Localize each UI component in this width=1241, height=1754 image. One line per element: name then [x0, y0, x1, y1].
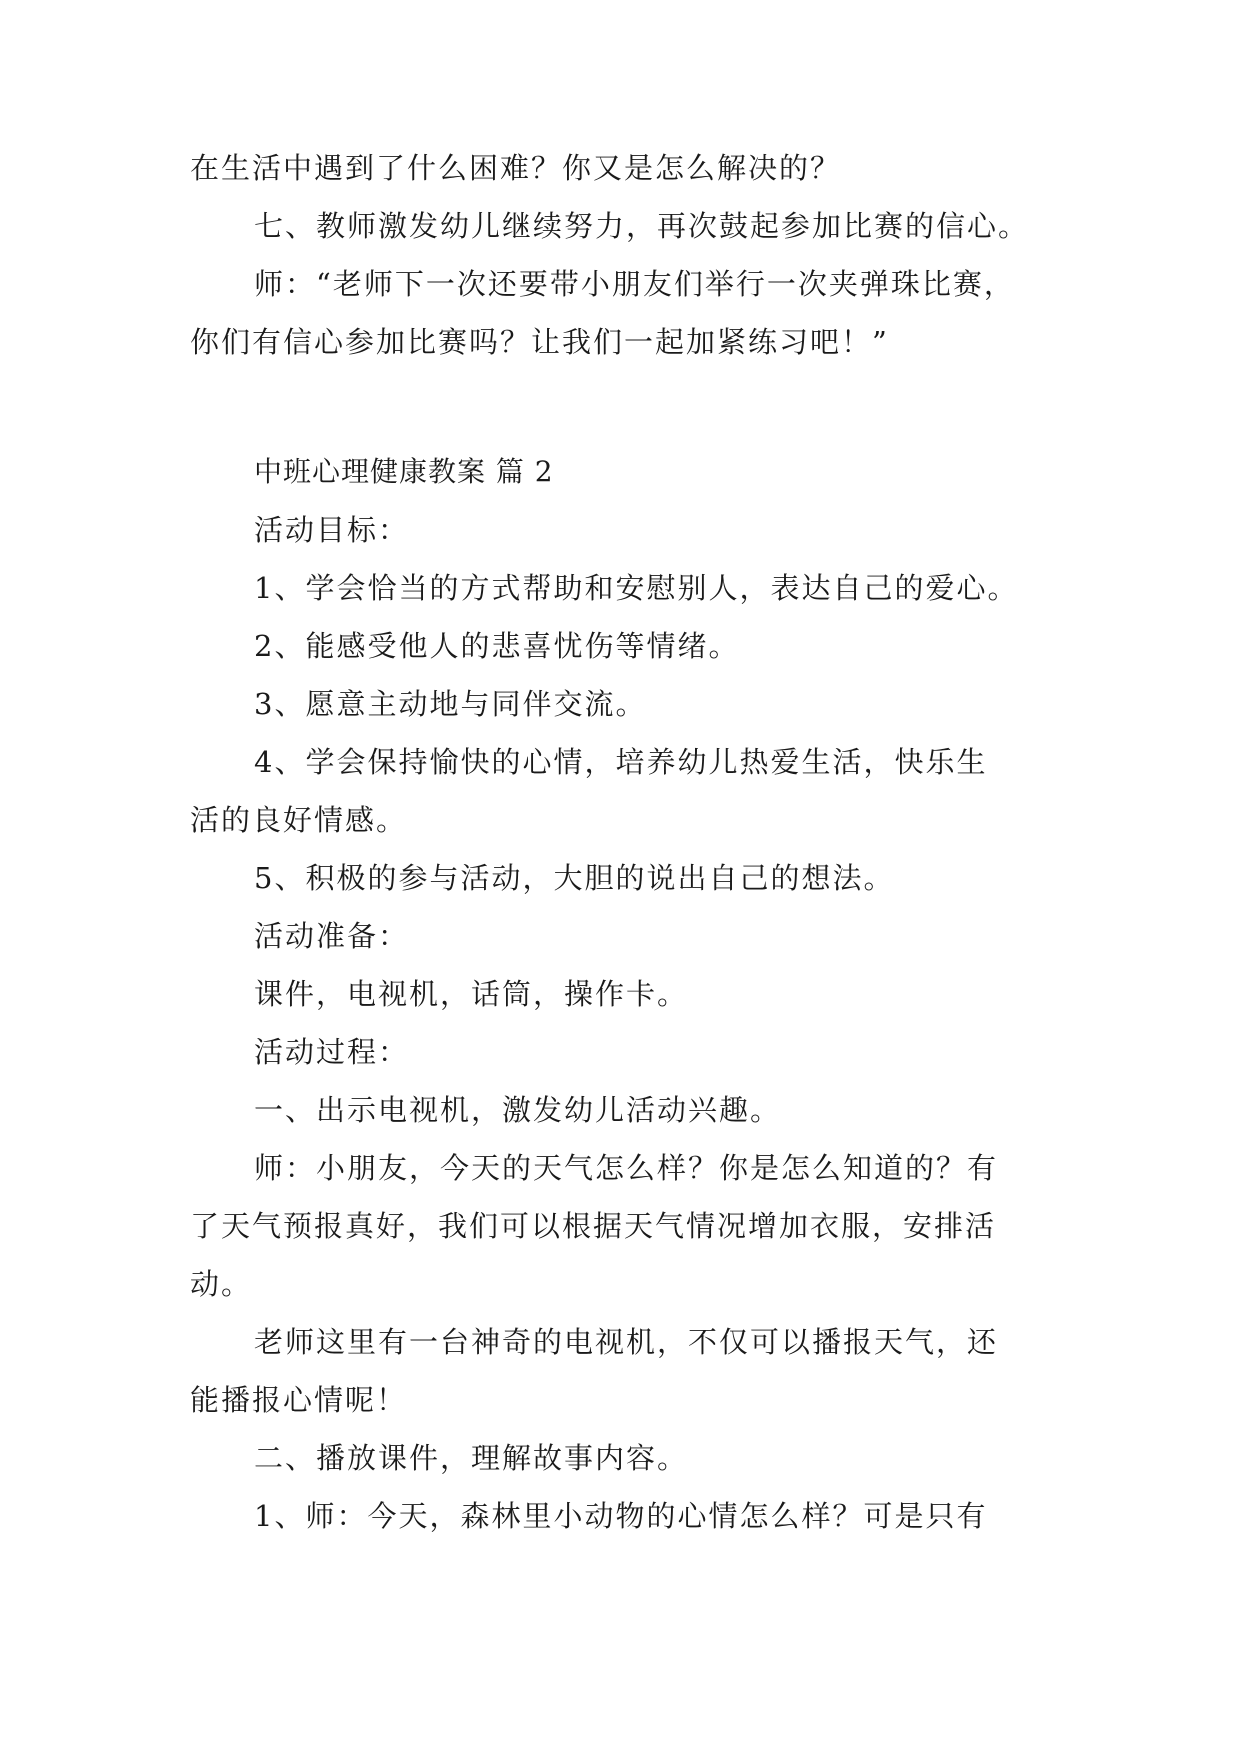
text-line-teacher-1-cont: 了天气预报真好，我们可以根据天气情况增加衣服，安排活: [190, 1209, 997, 1243]
text-line-preparation-label: 活动准备：: [254, 919, 410, 953]
text-line-objective-5: 5、积极的参与活动，大胆的说出自己的想法。: [254, 861, 895, 895]
text-line-objective-1: 1、学会恰当的方式帮助和安慰别人，表达自己的爱心。: [254, 571, 1019, 605]
text-line-4: 你们有信心参加比赛吗？让我们一起加紧练习吧！”: [190, 325, 889, 359]
text-line-3: 师：“老师下一次还要带小朋友们举行一次夹弹珠比赛，: [254, 267, 1015, 301]
text-line-step-1: 一、出示电视机，激发幼儿活动兴趣。: [254, 1093, 782, 1127]
text-line-teacher-2: 老师这里有一台神奇的电视机，不仅可以播报天气，还: [254, 1325, 999, 1359]
text-line-objective-3: 3、愿意主动地与同伴交流。: [254, 687, 647, 721]
text-line-2: 七、教师激发幼儿继续努力，再次鼓起参加比赛的信心。: [254, 209, 1030, 243]
text-line-objective-4-cont: 活的良好情感。: [190, 803, 408, 837]
section-heading: 中班心理健康教案 篇 2: [254, 455, 554, 488]
text-line-step-2-item-1: 1、师：今天，森林里小动物的心情怎么样？可是只有: [254, 1499, 988, 1533]
text-line-step-2: 二、播放课件，理解故事内容。: [254, 1441, 689, 1475]
text-line-objective-4: 4、学会保持愉快的心情，培养幼儿热爱生活，快乐生: [254, 745, 988, 779]
text-line-teacher-1-end: 动。: [190, 1267, 253, 1301]
text-line-process-label: 活动过程：: [254, 1035, 410, 1069]
text-line-preparation: 课件，电视机，话筒，操作卡。: [254, 977, 689, 1011]
text-line-objective-2: 2、能感受他人的悲喜忧伤等情绪。: [254, 629, 740, 663]
text-line-teacher-1: 师：小朋友，今天的天气怎么样？你是怎么知道的？有: [254, 1151, 999, 1185]
text-line-1: 在生活中遇到了什么困难？你又是怎么解决的？: [190, 151, 842, 185]
text-line-teacher-2-cont: 能播报心情呢！: [190, 1383, 408, 1417]
text-line-objectives-label: 活动目标：: [254, 513, 410, 547]
